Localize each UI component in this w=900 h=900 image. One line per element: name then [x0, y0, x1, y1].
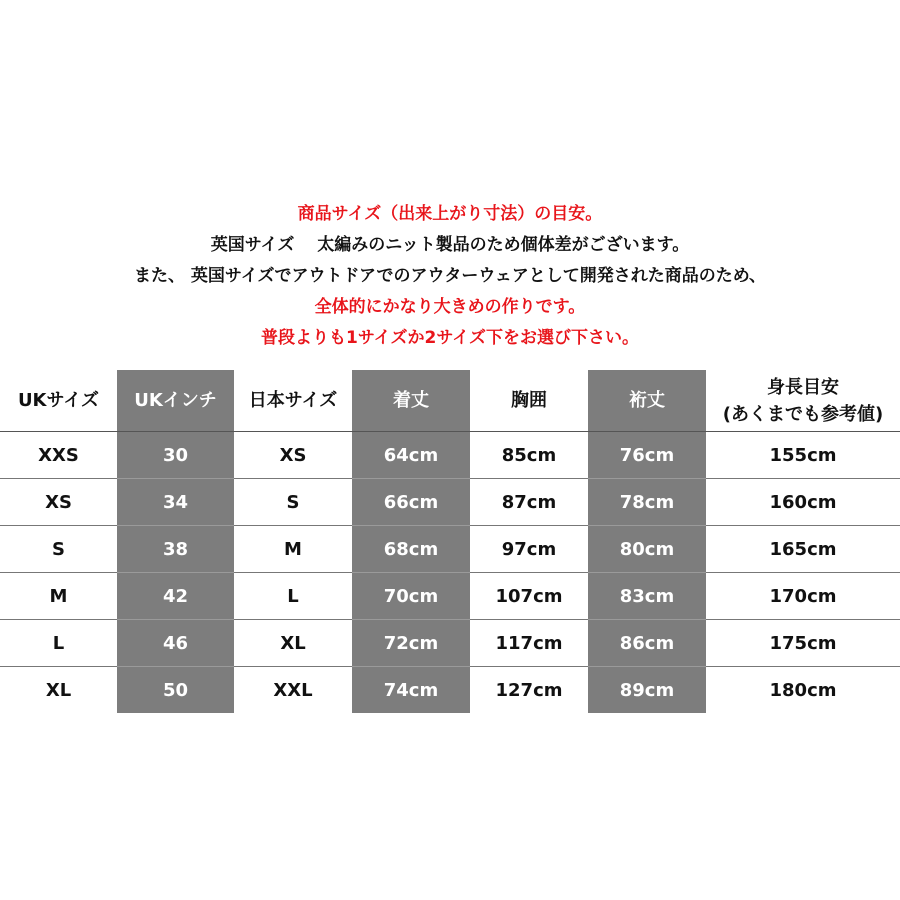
header-chest: 胸囲 — [470, 370, 588, 432]
cell-sleeve: 80cm — [588, 526, 706, 573]
cell-length: 74cm — [352, 667, 470, 714]
cell-height: 155cm — [706, 432, 900, 479]
note-line: 普段よりも1サイズか2サイズ下をお選び下さい。 — [261, 328, 639, 348]
cell-uk-size: L — [0, 620, 117, 667]
cell-chest: 117cm — [470, 620, 588, 667]
note-line: 商品サイズ（出来上がり寸法）の目安。 — [297, 204, 603, 224]
cell-height: 175cm — [706, 620, 900, 667]
header-jp-size: 日本サイズ — [234, 370, 352, 432]
table-row — [0, 667, 900, 714]
cell-uk-size: M — [0, 573, 117, 620]
cell-sleeve: 86cm — [588, 620, 706, 667]
cell-jp-size: XL — [234, 620, 352, 667]
table-row — [0, 573, 900, 620]
cell-sleeve: 89cm — [588, 667, 706, 714]
cell-sleeve: 76cm — [588, 432, 706, 479]
cell-height: 165cm — [706, 526, 900, 573]
header-height-title: 身長目安 — [767, 376, 839, 398]
cell-jp-size: XS — [234, 432, 352, 479]
cell-uk-inch: 38 — [117, 526, 234, 573]
table-row — [0, 526, 900, 573]
cell-sleeve: 83cm — [588, 573, 706, 620]
cell-uk-size: XXS — [0, 432, 117, 479]
cell-length: 66cm — [352, 479, 470, 526]
cell-uk-inch: 30 — [117, 432, 234, 479]
cell-uk-size: S — [0, 526, 117, 573]
cell-height: 180cm — [706, 667, 900, 714]
cell-jp-size: XXL — [234, 667, 352, 714]
header-uk-size: UKサイズ — [0, 370, 117, 432]
note-line: 全体的にかなり大きめの作りです。 — [314, 297, 586, 317]
cell-chest: 85cm — [470, 432, 588, 479]
cell-uk-size: XS — [0, 479, 117, 526]
cell-chest: 97cm — [470, 526, 588, 573]
header-uk-inch: UKインチ — [117, 370, 234, 432]
cell-uk-inch: 42 — [117, 573, 234, 620]
header-sleeve: 裄丈 — [588, 370, 706, 432]
note-line: また、 英国サイズでアウトドアでのアウターウェアとして開発された商品のため、 — [133, 266, 767, 286]
header-height-note: (あくまでも参考値) — [722, 403, 884, 425]
table-header-row — [0, 370, 900, 432]
cell-length: 68cm — [352, 526, 470, 573]
cell-length: 64cm — [352, 432, 470, 479]
cell-height: 170cm — [706, 573, 900, 620]
table-row — [0, 432, 900, 479]
header-height — [706, 370, 900, 432]
table-row — [0, 479, 900, 526]
cell-chest: 87cm — [470, 479, 588, 526]
cell-chest: 107cm — [470, 573, 588, 620]
cell-sleeve: 78cm — [588, 479, 706, 526]
cell-uk-inch: 46 — [117, 620, 234, 667]
cell-jp-size: L — [234, 573, 352, 620]
cell-jp-size: M — [234, 526, 352, 573]
note-line: 英国サイズ 太編みのニット製品のため個体差がございます。 — [210, 235, 690, 255]
table-row — [0, 620, 900, 667]
cell-chest: 127cm — [470, 667, 588, 714]
cell-uk-size: XL — [0, 667, 117, 714]
cell-jp-size: S — [234, 479, 352, 526]
table-body — [0, 432, 900, 714]
cell-length: 70cm — [352, 573, 470, 620]
cell-length: 72cm — [352, 620, 470, 667]
cell-uk-inch: 34 — [117, 479, 234, 526]
size-chart-table — [0, 370, 900, 713]
cell-uk-inch: 50 — [117, 667, 234, 714]
cell-height: 160cm — [706, 479, 900, 526]
header-length: 着丈 — [352, 370, 470, 432]
size-notes — [0, 199, 900, 354]
